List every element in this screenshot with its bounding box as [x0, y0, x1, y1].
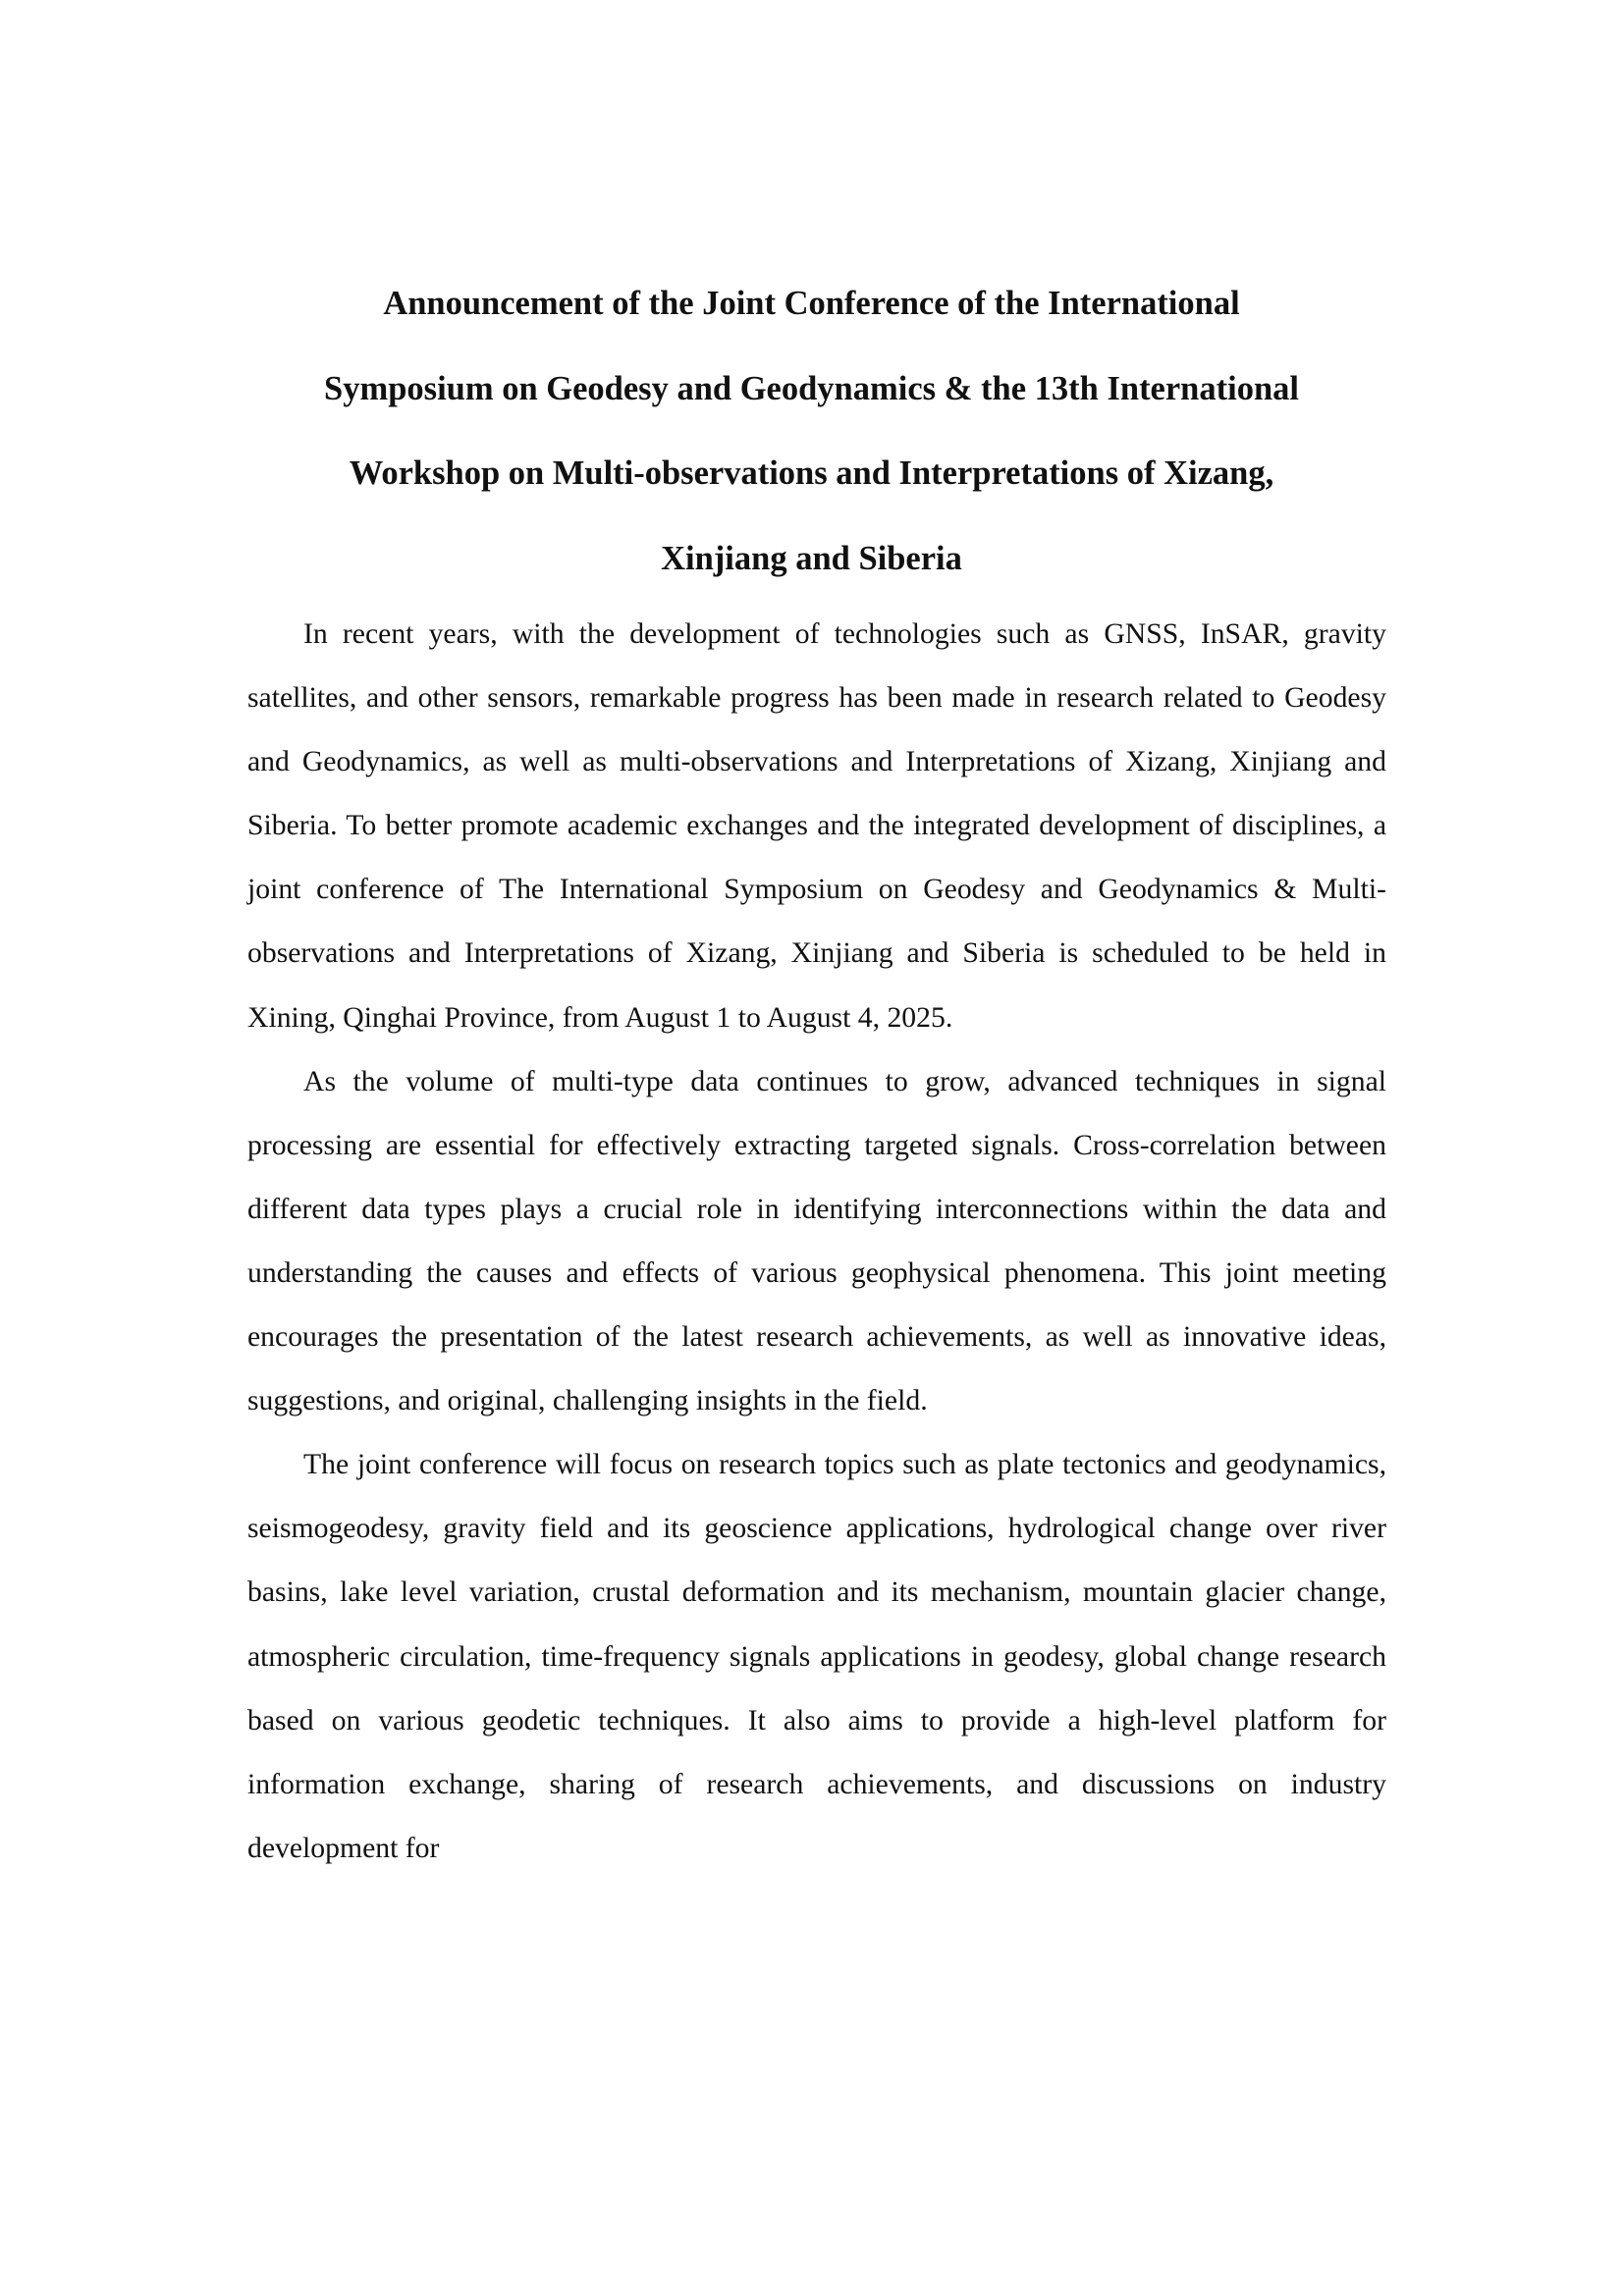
research-topics-paragraph: The joint conference will focus on research topics such as plate tectonics and geodynamics, seismogeodesy, gravity field and its geoscience applications, hydrological change over river basins, lake level variation, crustal deformation and its mechanism, mountain glacier change, atmospheric circulation, time-frequency signals applications in geodesy, global change research based on various geodetic techniques. It also aims to provide a high-level platform for information exchange, sharing of research achievements, and discussions on industry development for	[247, 1449, 1386, 1864]
announcement-title	[206, 261, 1417, 601]
title-line: Announcement of the Joint Conference of the International	[383, 285, 1240, 322]
document-body	[247, 603, 1386, 1881]
signal-processing-paragraph: As the volume of multi-type data continues to grow, advanced techniques in signal processing are essential for effectively extracting targeted signals. Cross-correlation between different data types plays a crucial role in identifying interconnections within the data and understanding the causes and effects of various geophysical phenomena. This joint meeting encourages the presentation of the latest research achievements, as well as innovative ideas, suggestions, and original, challenging insights in the field.	[247, 1065, 1386, 1417]
title-line: Xinjiang and Siberia	[661, 539, 962, 577]
title-line: Workshop on Multi-observations and Interpretations of Xizang,	[349, 454, 1274, 492]
title-line: Symposium on Geodesy and Geodynamics & the 13th International	[324, 369, 1299, 407]
intro-paragraph: In recent years, with the development of technologies such as GNSS, InSAR, gravity satellites, and other sensors, remarkable progress has been made in research related to Geodesy and Geodynamics, as well as multi-observations and Interpretations of Xizang, Xinjiang and Siberia. To better promote academic exchanges and the integrated development of disciplines, a joint conference of The International Symposium on Geodesy and Geodynamics & Multi-observations and Interpretations of Xizang, Xinjiang and Siberia is scheduled to be held in Xining, Qinghai Province, from August 1 to August 4, 2025.	[247, 618, 1386, 1034]
